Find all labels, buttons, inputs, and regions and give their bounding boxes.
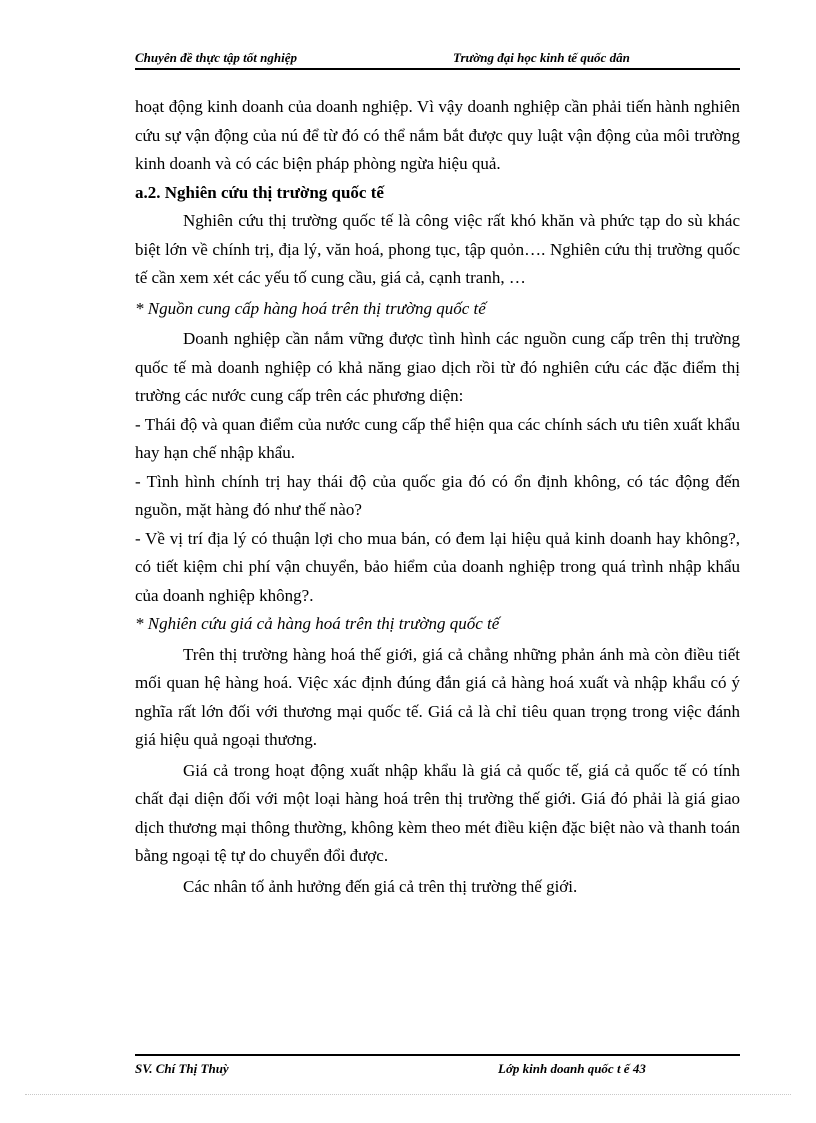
document-body — [135, 93, 740, 901]
page-footer — [135, 1054, 740, 1076]
bullet-attitude: - Thái độ và quan điểm của nước cung cấp thể hiện qua các chính sách ưu tiên xuất khẩu hay hạn chế nhập khẩu. — [135, 414, 740, 462]
bullet-politics: - Tình hình chính trị hay thái độ của quốc gia đó có ổn định không, có tác động đến nguồn, mặt hàng đó như thế nào? — [135, 471, 740, 519]
header-report-title: Chuyên đề thực tập tốt nghiệp — [135, 50, 297, 65]
section-heading-a2: a.2. Nghiên cứu thị trường quốc tế — [135, 182, 384, 202]
paragraph-market-research: Nghiên cứu thị trường quốc tế là công việc rất khó khăn và phức tạp do sù khác biệt lớn về chính trị, địa lý, văn hoá, phong tục, tập quỏn…. Nghiên cứu thị trường quốc tế cần xem xét các yếu tố cung cầu, giá cả, cạnh tranh, … — [135, 211, 740, 287]
paragraph-world-market-price: Trên thị trường hàng hoá thế giới, giá cả chẳng những phản ánh mà còn điều tiết mối quan hệ hàng hoá. Việc xác định đúng đắn giá cả hàng hoá xuất và nhập khẩu có ý nghĩa rất lớn đối với thương mại quốc tế. Giá cả là chỉ tiêu quan trọng trong việc đánh giá hiệu quả ngoại thương. — [135, 644, 740, 749]
page-header — [135, 50, 740, 70]
subheading-supply-sources: * Nguồn cung cấp hàng hoá trên thị trường quốc tế — [135, 298, 486, 318]
footer-class-name: Lớp kinh doanh quốc t ế 43 — [498, 1061, 646, 1076]
paragraph-price-factors: Các nhân tố ảnh hưởng đến giá cả trên thị trường thế giới. — [183, 876, 578, 896]
paragraph-supply-sources: Doanh nghiệp cần nắm vững được tình hình các nguồn cung cấp trên thị trường quốc tế mà doanh nghiệp có khả năng giao dịch rồi từ đó nghiên cứu các đặc điểm thị trường các nước cung cấp trên các phương diện: — [135, 329, 740, 405]
paragraph-intro: hoạt động kinh doanh của doanh nghiệp. Vì vậy doanh nghiệp cần phải tiến hành nghiên cứu sự vận động của nú để từ đó có thể nắm bắt được quy luật vận động của môi trường kinh doanh và có các biện pháp phòng ngừa hiệu quả. — [135, 97, 740, 173]
page-bottom-divider — [25, 1094, 791, 1095]
bullet-geography: - Về vị trí địa lý có thuận lợi cho mua bán, có đem lại hiệu quả kinh doanh hay không?, có tiết kiệm chi phí vận chuyển, bảo hiểm của doanh nghiệp trong quá trình nhập khẩu của doanh nghiệp không?. — [135, 528, 740, 605]
paragraph-international-price: Giá cả trong hoạt động xuất nhập khẩu là giá cả quốc tế, giá cả quốc tế có tính chất đại diện đối với một loại hàng hoá trên thị trường thế giới. Giá đó phải là giá giao dịch thương mại thông thường, không kèm theo mét điều kiện đặc biệt nào và thanh toán bằng ngoại tệ tự do chuyển đổi được. — [135, 760, 740, 865]
footer-student-name: SV. Chí Thị Thuỳ — [135, 1061, 229, 1076]
subheading-price-research: * Nghiên cứu giá cả hàng hoá trên thị trường quốc tế — [135, 614, 500, 633]
header-university: Trường đại học kinh tế quốc dân — [453, 50, 630, 65]
